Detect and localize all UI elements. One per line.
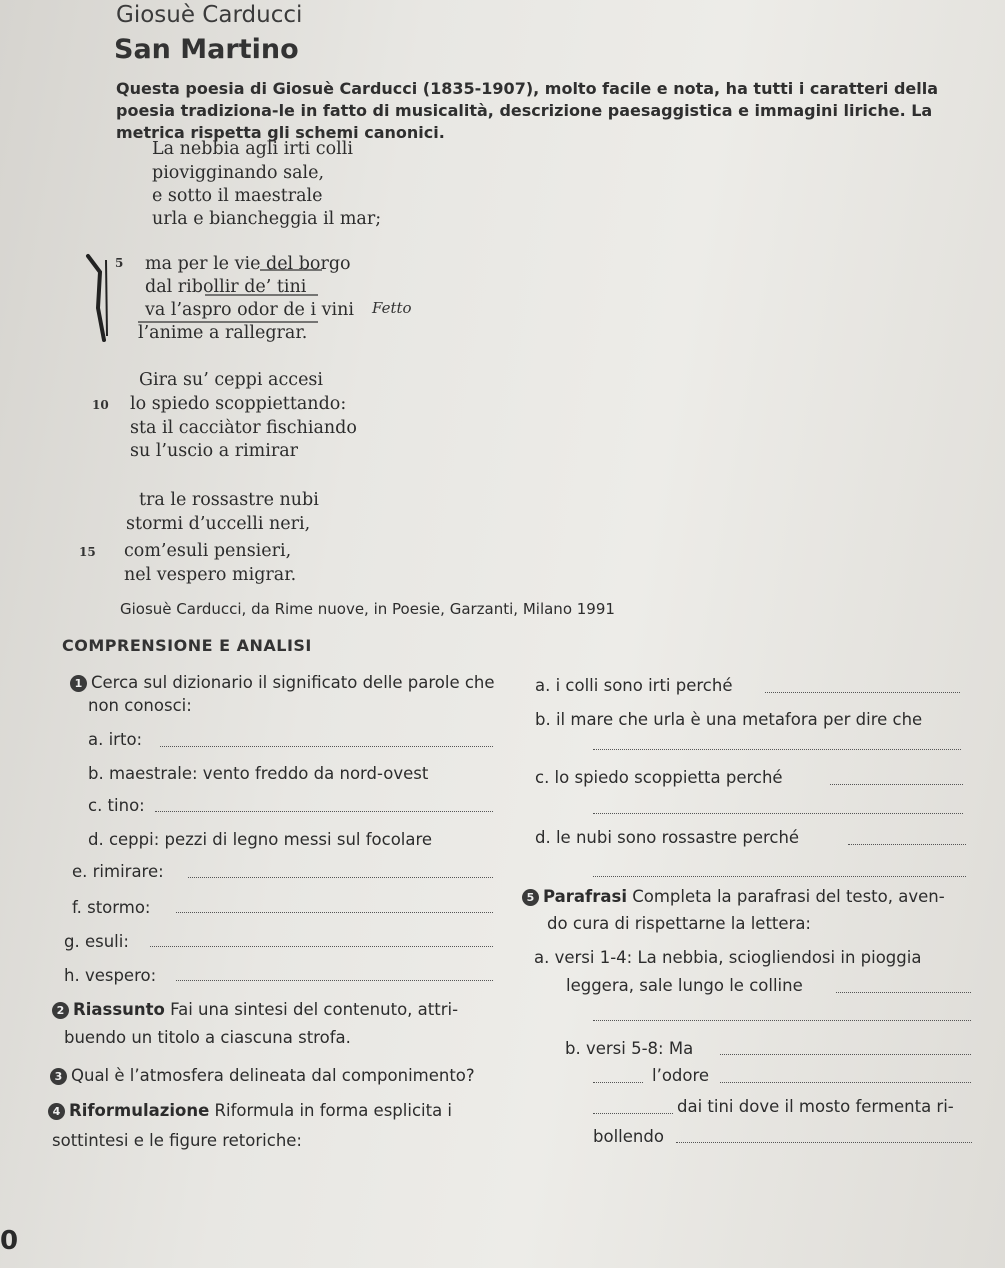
source-citation: Giosuè Carducci, da Rime nuove, in Poesie, Garzanti, Milano 1991 xyxy=(120,600,615,618)
poem-line: tra le rossastre nubi xyxy=(139,490,319,510)
line-number: 15 xyxy=(79,545,96,559)
exercise-4-prompt xyxy=(48,1101,452,1120)
ex1-item-b: b. maestrale: vento freddo da nord-ovest xyxy=(88,764,429,783)
poem-line: com’esuli pensieri, xyxy=(124,541,292,561)
answer-line[interactable] xyxy=(720,1054,971,1055)
answer-line[interactable] xyxy=(676,1142,972,1143)
poem-line: va l’aspro odor de i vini xyxy=(145,300,354,320)
answer-line[interactable] xyxy=(830,784,963,785)
section-title: COMPRENSIONE E ANALISI xyxy=(62,636,312,655)
answer-line[interactable] xyxy=(848,844,966,845)
ex1-item-e: e. rimirare: xyxy=(72,862,164,881)
line-number: 5 xyxy=(115,256,124,270)
exercise-4-text: Riformula in forma esplicita i xyxy=(214,1101,453,1120)
poem-line: Gira su’ ceppi accesi xyxy=(139,370,324,390)
poem-line: stormi d’uccelli neri, xyxy=(126,514,311,534)
answer-line[interactable] xyxy=(593,813,963,814)
intro-paragraph: Questa poesia di Giosuè Carducci (1835-1907), molto facile e nota, ha tutti i caratteri della poesia tradiziona-le in fatto di musicalità, descrizione paesaggistica e immagini liriche. La metrica rispetta gli schemi canonici. xyxy=(116,79,939,142)
poem-line: urla e biancheggia il mar; xyxy=(152,209,382,229)
ex5-item-b-cont3: bollendo xyxy=(593,1127,664,1146)
exercise-2-prompt xyxy=(52,1000,458,1019)
poem-line: nel vespero migrar. xyxy=(124,565,297,585)
ex1-item-d: d. ceppi: pezzi di legno messi sul focolare xyxy=(88,830,433,849)
right-item-b: b. il mare che urla è una metafora per dire che xyxy=(535,710,923,729)
handwritten-note: Fetto xyxy=(372,299,412,317)
answer-line[interactable] xyxy=(188,877,493,878)
poem-line: e sotto il maestrale xyxy=(152,186,323,206)
exercise-5-text: Completa la parafrasi del testo, aven- xyxy=(632,887,945,906)
exercise-2-text: Fai una sintesi del contenuto, attri- xyxy=(170,1000,459,1019)
answer-line[interactable] xyxy=(836,992,971,993)
exercise-4-text-cont: sottintesi e le figure retoriche: xyxy=(52,1131,302,1150)
right-item-d: d. le nubi sono rossastre perché xyxy=(535,828,800,847)
answer-line[interactable] xyxy=(593,1082,643,1083)
poem-line: sta il cacciàtor fischiando xyxy=(130,418,357,438)
ex1-item-c: c. tino: xyxy=(88,796,145,815)
author-name: Giosuè Carducci xyxy=(116,2,303,28)
ex5-item-b-cont: l’odore xyxy=(652,1066,710,1085)
answer-line[interactable] xyxy=(593,749,961,750)
answer-line[interactable] xyxy=(176,980,493,981)
ex5-item-b-cont2: dai tini dove il mosto fermenta ri- xyxy=(677,1097,954,1116)
exercise-2-text-cont: buendo un titolo a ciascuna strofa. xyxy=(64,1028,351,1047)
exercise-5-text-cont: do cura di rispettarne la lettera: xyxy=(547,914,811,933)
poem-line: l’anime a rallegrar. xyxy=(138,323,308,343)
poem-line: La nebbia agli irti colli xyxy=(152,139,353,159)
answer-line[interactable] xyxy=(150,946,493,947)
line-number: 10 xyxy=(92,398,109,412)
exercise-number-badge: 3 xyxy=(50,1068,67,1085)
exercise-number-badge: 1 xyxy=(70,675,87,692)
right-item-a: a. i colli sono irti perché xyxy=(535,676,733,695)
exercise-1-text-cont: non conosci: xyxy=(88,696,192,715)
answer-line[interactable] xyxy=(155,811,493,812)
right-item-c: c. lo spiedo scoppietta perché xyxy=(535,768,783,787)
exercise-1-prompt xyxy=(70,673,495,692)
ex1-item-a: a. irto: xyxy=(88,730,143,749)
poem-line: piovigginando sale, xyxy=(152,163,325,183)
exercise-keyword: Riassunto xyxy=(73,1000,165,1019)
page-number: 0 xyxy=(0,1226,19,1256)
answer-line[interactable] xyxy=(720,1082,971,1083)
exercise-number-badge: 2 xyxy=(52,1002,69,1019)
exercise-keyword: Parafrasi xyxy=(543,887,627,906)
ex1-item-g: g. esuli: xyxy=(64,932,129,951)
exercise-keyword: Riformulazione xyxy=(69,1101,210,1120)
answer-line[interactable] xyxy=(593,1020,971,1021)
ex5-item-a: a. versi 1-4: La nebbia, sciogliendosi in pioggia xyxy=(534,948,922,967)
pen-annotations xyxy=(60,248,480,348)
poem-line: dal ribollir de’ tini xyxy=(145,277,307,297)
answer-line[interactable] xyxy=(593,1113,673,1114)
exercise-3-prompt xyxy=(50,1066,475,1085)
answer-line[interactable] xyxy=(593,876,966,877)
poem-line: su l’uscio a rimirar xyxy=(130,441,299,461)
exercise-number-badge: 5 xyxy=(522,889,539,906)
ex5-item-a-cont: leggera, sale lungo le colline xyxy=(566,976,803,995)
ex5-item-b: b. versi 5-8: Ma xyxy=(565,1039,694,1058)
poem-line: ma per le vie del borgo xyxy=(145,254,351,274)
answer-line[interactable] xyxy=(176,912,493,913)
exercise-number-badge: 4 xyxy=(48,1103,65,1120)
exercise-5-prompt xyxy=(522,887,945,906)
exercise-1-text: Cerca sul dizionario il significato delle parole che xyxy=(91,673,495,692)
poem-line: lo spiedo scoppiettando: xyxy=(130,394,347,414)
answer-line[interactable] xyxy=(160,746,493,747)
answer-line[interactable] xyxy=(765,692,960,693)
exercise-3-text: Qual è l’atmosfera delineata dal componimento? xyxy=(71,1066,475,1085)
ex1-item-f: f. stormo: xyxy=(72,898,151,917)
ex1-item-h: h. vespero: xyxy=(64,966,157,985)
poem-title: San Martino xyxy=(114,34,299,65)
